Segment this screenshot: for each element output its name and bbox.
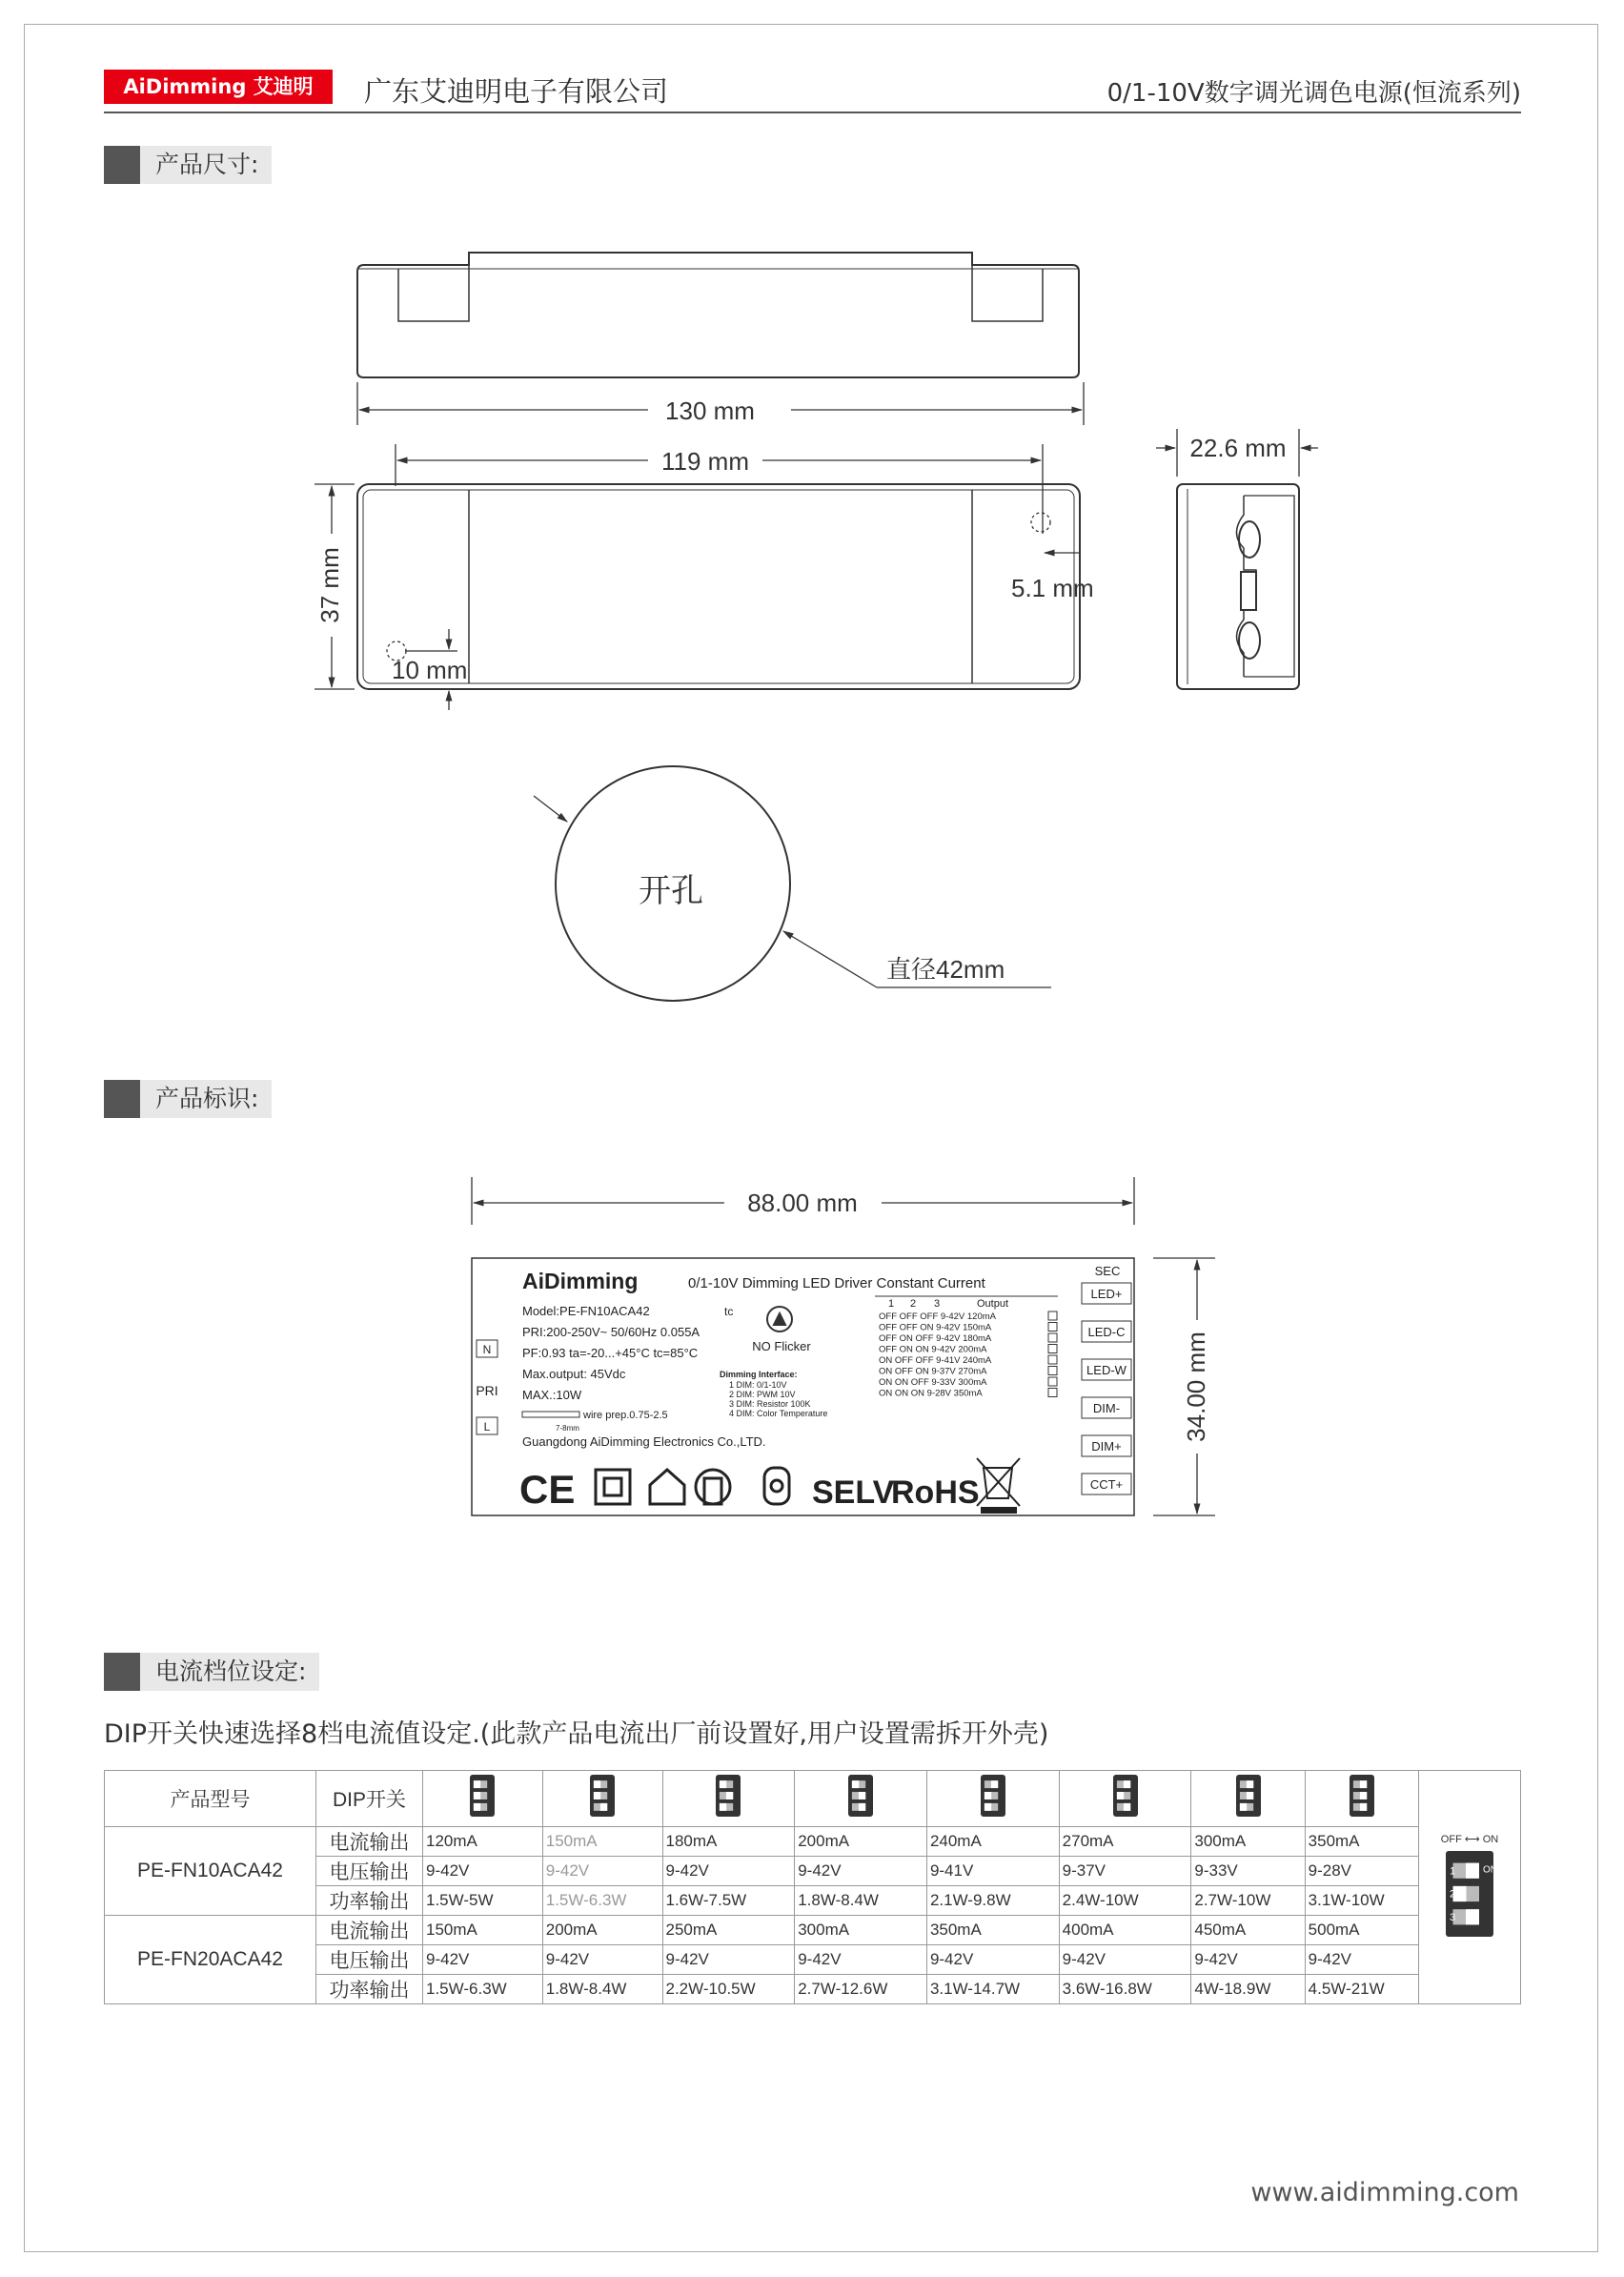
model-name-cell: PE-FN10ACA42 xyxy=(105,1827,316,1916)
value-cell: 9-42V xyxy=(795,1857,927,1886)
dim-119-label: 119 mm xyxy=(661,447,749,476)
label-dip-h1: 1 xyxy=(888,1298,895,1310)
value-cell: 120mA xyxy=(423,1827,543,1857)
value-cell: 2.7W-12.6W xyxy=(795,1975,927,2004)
dip-setting-cell xyxy=(423,1771,543,1827)
dip-switch-icon xyxy=(1350,1775,1374,1817)
label-pf: PF:0.93 ta=-20...+45°C tc=85°C xyxy=(522,1346,699,1360)
dip-switch-icon xyxy=(716,1775,741,1817)
dip-switch-icon xyxy=(590,1775,615,1817)
value-cell: 3.1W-14.7W xyxy=(926,1975,1059,2004)
table-row xyxy=(105,1916,1521,1945)
value-cell: 9-42V xyxy=(1305,1945,1418,1975)
label-dip-row: ON OFF OFF 9-41V 240mA xyxy=(879,1355,992,1366)
value-cell: 9-42V xyxy=(926,1945,1059,1975)
terminal-label: DIM+ xyxy=(1091,1439,1122,1454)
section-title: 电流档位设定: xyxy=(140,1653,319,1691)
label-brand: AiDimming xyxy=(522,1269,639,1293)
double-arrow-icon: ⟷ xyxy=(1461,1834,1483,1845)
dip-legend-on: ON xyxy=(1482,1834,1499,1845)
terminal-label: CCT+ xyxy=(1089,1477,1124,1492)
label-no-flicker: NO Flicker xyxy=(752,1339,811,1353)
row-label-cell: 功率输出 xyxy=(316,1975,423,2004)
svg-text:ON: ON xyxy=(1483,1864,1497,1876)
row-label-cell: 电压输出 xyxy=(316,1945,423,1975)
dim-5-1-label: 5.1 mm xyxy=(1011,574,1094,602)
label-pri: PRI:200-250V~ 50/60Hz 0.055A xyxy=(522,1325,700,1339)
value-cell: 270mA xyxy=(1059,1827,1191,1857)
dip-setting-cell xyxy=(1059,1771,1191,1827)
value-cell: 350mA xyxy=(926,1916,1059,1945)
value-cell: 300mA xyxy=(795,1916,927,1945)
cutout-label: 开孔 xyxy=(639,873,703,909)
svg-text:1: 1 xyxy=(1450,1865,1456,1878)
section-title: 产品标识: xyxy=(140,1080,272,1118)
value-cell: 9-37V xyxy=(1059,1857,1191,1886)
value-cell: 150mA xyxy=(423,1916,543,1945)
row-label-cell: 电压输出 xyxy=(316,1857,423,1886)
label-dim-2: 2 DIM: PWM 10V xyxy=(729,1390,796,1399)
value-cell: 2.4W-10W xyxy=(1059,1886,1191,1916)
label-dip-row: ON OFF ON 9-37V 270mA xyxy=(879,1366,987,1377)
label-dip-h2: 2 xyxy=(910,1298,917,1310)
section-marker xyxy=(104,1653,140,1691)
value-cell: 1.5W-6.3W xyxy=(542,1886,662,1916)
value-cell: 2.7W-10W xyxy=(1191,1886,1305,1916)
row-label-cell: 功率输出 xyxy=(316,1886,423,1916)
value-cell: 400mA xyxy=(1059,1916,1191,1945)
value-cell: 500mA xyxy=(1305,1916,1418,1945)
label-dim-3: 3 DIM: Resistor 100K xyxy=(729,1399,811,1409)
dip-legend xyxy=(1419,1771,1521,2004)
value-cell: 3.6W-16.8W xyxy=(1059,1975,1191,2004)
header-model: 产品型号 xyxy=(105,1771,316,1827)
label-tc-mark: tc xyxy=(724,1305,734,1318)
table-row xyxy=(105,1827,1521,1857)
dip-legend-off: OFF xyxy=(1440,1834,1462,1845)
label-max-output: Max.output: 45Vdc xyxy=(522,1367,626,1381)
value-cell: 250mA xyxy=(662,1916,795,1945)
label-max: MAX.:10W xyxy=(522,1388,582,1402)
dip-setting-cell xyxy=(662,1771,795,1827)
value-cell: 9-42V xyxy=(662,1857,795,1886)
dip-current-table xyxy=(104,1770,1521,2004)
dip-setting-cell xyxy=(926,1771,1059,1827)
dip-setting-cell xyxy=(1305,1771,1418,1827)
label-sec: SEC xyxy=(1094,1264,1121,1278)
table-row xyxy=(105,1945,1521,1975)
value-cell: 9-42V xyxy=(542,1945,662,1975)
ce-mark: CE xyxy=(519,1467,576,1512)
value-cell: 3.1W-10W xyxy=(1305,1886,1418,1916)
dimension-drawings xyxy=(0,0,1624,1048)
table-row xyxy=(105,1886,1521,1916)
model-name-cell: PE-FN20ACA42 xyxy=(105,1916,316,2004)
value-cell: 350mA xyxy=(1305,1827,1418,1857)
value-cell: 2.1W-9.8W xyxy=(926,1886,1059,1916)
terminal-label: LED-C xyxy=(1087,1325,1126,1339)
dip-switch-icon xyxy=(848,1775,873,1817)
value-cell: 9-42V xyxy=(542,1857,662,1886)
section-title: 产品尺寸: xyxy=(140,146,272,184)
dip-setting-cell xyxy=(1191,1771,1305,1827)
value-cell: 4W-18.9W xyxy=(1191,1975,1305,2004)
label-dip-h3: 3 xyxy=(934,1298,941,1310)
company-logo: AiDimming 艾迪明 xyxy=(104,70,333,104)
value-cell: 9-42V xyxy=(423,1857,543,1886)
dip-setting-cell xyxy=(795,1771,927,1827)
dim-130-label: 130 mm xyxy=(665,396,755,425)
value-cell: 9-28V xyxy=(1305,1857,1418,1886)
value-cell: 300mA xyxy=(1191,1827,1305,1857)
label-dim-4: 4 DIM: Color Temperature xyxy=(729,1409,828,1418)
value-cell: 1.8W-8.4W xyxy=(542,1975,662,2004)
value-cell: 9-41V xyxy=(926,1857,1059,1886)
header-dip: DIP开关 xyxy=(316,1771,423,1827)
value-cell: 1.5W-6.3W xyxy=(423,1975,543,2004)
value-cell: 200mA xyxy=(795,1827,927,1857)
dim-34-label: 34.00 mm xyxy=(1182,1332,1210,1442)
value-cell: 1.5W-5W xyxy=(423,1886,543,1916)
section-marker xyxy=(104,1080,140,1118)
value-cell: 1.8W-8.4W xyxy=(795,1886,927,1916)
table-row xyxy=(105,1857,1521,1886)
value-cell: 1.6W-7.5W xyxy=(662,1886,795,1916)
label-dimming-title: Dimming Interface: xyxy=(720,1370,798,1379)
product-label-drawing xyxy=(0,1163,1624,1544)
terminal-label: LED-W xyxy=(1086,1363,1127,1377)
dim-88-label: 88.00 mm xyxy=(747,1189,858,1217)
dip-switch-icon xyxy=(1236,1775,1261,1817)
dip-switch-icon xyxy=(1446,1851,1497,1937)
value-cell: 2.2W-10.5W xyxy=(662,1975,795,2004)
label-title: 0/1-10V Dimming LED Driver Constant Current xyxy=(688,1275,985,1291)
value-cell: 9-42V xyxy=(795,1945,927,1975)
product-series-title: 0/1-10V数字调光调色电源(恒流系列) xyxy=(1106,79,1521,108)
terminal-label: DIM- xyxy=(1092,1401,1121,1415)
terminal-label: LED+ xyxy=(1090,1287,1123,1301)
label-wire-prep: wire prep.0.75-2.5 xyxy=(583,1410,668,1421)
top-view-drawing xyxy=(357,253,1079,377)
row-label-cell: 电流输出 xyxy=(316,1827,423,1857)
footer-url: www.aidimming.com xyxy=(1250,2178,1519,2207)
cutout-diameter-label: 直径42mm xyxy=(886,955,1005,984)
table-row xyxy=(105,1975,1521,2004)
label-l: L xyxy=(483,1420,491,1433)
rohs-mark: RoHS xyxy=(891,1474,980,1511)
svg-text:2: 2 xyxy=(1450,1888,1456,1901)
dim-22-6-label: 22.6 mm xyxy=(1189,434,1287,462)
dip-switch-icon xyxy=(981,1775,1005,1817)
label-dip-row: ON ON OFF 9-33V 300mA xyxy=(879,1377,987,1388)
value-cell: 450mA xyxy=(1191,1916,1305,1945)
label-pri-short: PRI xyxy=(476,1383,498,1398)
dip-switch-icon xyxy=(1113,1775,1138,1817)
value-cell: 9-42V xyxy=(662,1945,795,1975)
value-cell: 180mA xyxy=(662,1827,795,1857)
value-cell: 9-33V xyxy=(1191,1857,1305,1886)
label-dip-row: OFF ON OFF 9-42V 180mA xyxy=(879,1333,992,1344)
selv-mark: SELV xyxy=(812,1474,895,1511)
value-cell: 150mA xyxy=(542,1827,662,1857)
label-dip-h4: Output xyxy=(977,1298,1009,1310)
label-dip-row: OFF OFF OFF 9-42V 120mA xyxy=(879,1311,996,1322)
value-cell: 240mA xyxy=(926,1827,1059,1857)
label-dim-1: 1 DIM: 0/1-10V xyxy=(729,1380,787,1390)
dim-37-label: 37 mm xyxy=(315,547,344,623)
value-cell: 9-42V xyxy=(1059,1945,1191,1975)
dip-setting-cell xyxy=(542,1771,662,1827)
dip-table-header xyxy=(105,1771,1521,1827)
row-label-cell: 电流输出 xyxy=(316,1916,423,1945)
label-dip-row: OFF ON ON 9-42V 200mA xyxy=(879,1344,987,1355)
value-cell: 200mA xyxy=(542,1916,662,1945)
value-cell: 9-42V xyxy=(423,1945,543,1975)
value-cell: 4.5W-21W xyxy=(1305,1975,1418,2004)
side-view-drawing xyxy=(1177,484,1299,689)
label-company: Guangdong AiDimming Electronics Co.,LTD. xyxy=(522,1434,766,1449)
dip-switch-icon xyxy=(470,1775,495,1817)
value-cell: 9-42V xyxy=(1191,1945,1305,1975)
label-wire-len: 7-8mm xyxy=(556,1424,579,1433)
label-n: N xyxy=(482,1343,492,1356)
dip-note: DIP开关快速选择8档电流值设定.(此款产品电流出厂前设置好,用户设置需拆开外壳) xyxy=(104,1719,1049,1749)
company-name: 广东艾迪明电子有限公司 xyxy=(364,75,669,108)
label-dip-row: OFF OFF ON 9-42V 150mA xyxy=(879,1322,992,1333)
label-model: Model:PE-FN10ACA42 xyxy=(522,1304,650,1318)
label-dip-row: ON ON ON 9-28V 350mA xyxy=(879,1388,983,1399)
dim-10-label: 10 mm xyxy=(392,656,468,684)
svg-text:3: 3 xyxy=(1450,1911,1456,1923)
